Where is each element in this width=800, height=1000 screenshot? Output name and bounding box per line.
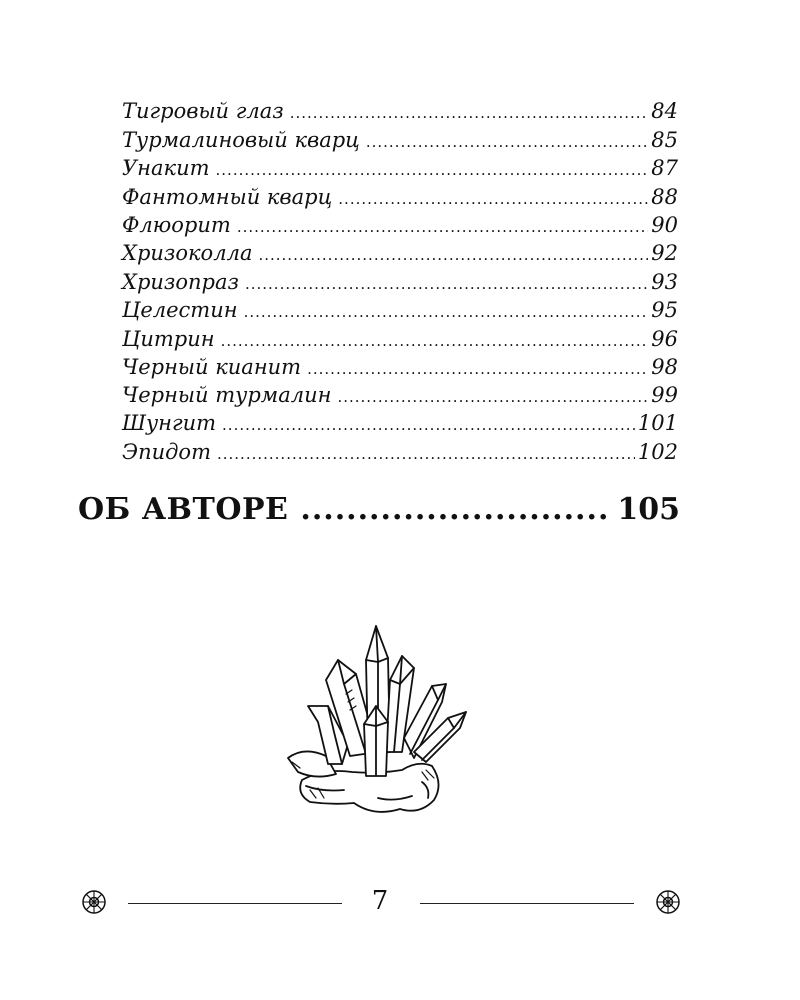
toc-section-page: 105 [617, 492, 680, 527]
page-number: 7 [371, 886, 389, 916]
wheel-ornament-icon [655, 889, 681, 915]
toc-section-label: ОБ АВТОРЕ [78, 492, 289, 527]
toc-entry[interactable] [122, 239, 678, 269]
toc-entry-page: 85 [651, 128, 678, 152]
toc-entry-label: Хризопраз [122, 270, 239, 294]
toc-entry-label: Шунгит [122, 411, 217, 435]
toc-entry[interactable] [122, 97, 678, 127]
toc-entry-page: 88 [651, 185, 678, 209]
toc-entry-page: 93 [651, 270, 678, 294]
toc-entry[interactable] [122, 381, 678, 411]
toc-entry[interactable] [122, 325, 678, 355]
dot-leader [245, 270, 648, 298]
toc-entry-page: 87 [651, 156, 678, 180]
crystal-cluster-icon [282, 612, 472, 827]
wheel-ornament-icon [81, 889, 107, 915]
dot-leader [221, 327, 649, 355]
toc-entry-page: 92 [651, 241, 678, 265]
toc-entry-label: Фантомный кварц [122, 185, 333, 209]
toc-entry-page: 99 [651, 383, 678, 407]
toc-entry[interactable] [122, 268, 678, 298]
toc-entry-label: Унакит [122, 156, 210, 180]
footer-rule-left [128, 903, 342, 904]
toc-entry-label: Черный кианит [122, 355, 302, 379]
dot-leader [237, 213, 648, 241]
toc-section-about-author[interactable] [78, 488, 680, 532]
dot-leader [290, 99, 649, 127]
toc-entry-label: Турмалиновый кварц [122, 128, 360, 152]
toc-entry[interactable] [122, 296, 678, 326]
dot-leader [338, 185, 648, 213]
toc-entry-label: Хризоколла [122, 241, 253, 265]
dot-leader [307, 355, 648, 383]
dot-leader [366, 128, 648, 156]
toc-entry[interactable] [122, 154, 678, 184]
toc-entry[interactable] [122, 126, 678, 156]
dot-leader [222, 411, 635, 439]
dot-leader [216, 156, 649, 184]
toc-entry-label: Флюорит [122, 213, 231, 237]
dot-leader [337, 383, 648, 411]
toc-entry-label: Цитрин [122, 327, 215, 351]
dot-leader [258, 241, 648, 269]
toc-entry-page: 95 [651, 298, 678, 322]
toc-entry[interactable] [122, 438, 678, 468]
toc-entry-page: 98 [651, 355, 678, 379]
dot-leader [217, 440, 635, 468]
toc-entry-label: Черный турмалин [122, 383, 332, 407]
toc-entry-label: Тигровый глаз [122, 99, 284, 123]
toc-entry[interactable] [122, 353, 678, 383]
toc-entry-label: Целестин [122, 298, 238, 322]
dot-leader [300, 488, 611, 532]
toc-entry[interactable] [122, 211, 678, 241]
toc-entry-page: 90 [651, 213, 678, 237]
toc-entry[interactable] [122, 183, 678, 213]
toc-entry[interactable] [122, 409, 678, 439]
toc-entry-label: Эпидот [122, 440, 211, 464]
toc-entry-page: 101 [637, 411, 678, 435]
toc-entry-page: 102 [637, 440, 678, 464]
toc-entry-page: 96 [651, 327, 678, 351]
toc-entry-page: 84 [651, 99, 678, 123]
footer-rule-right [420, 903, 634, 904]
dot-leader [244, 298, 649, 326]
